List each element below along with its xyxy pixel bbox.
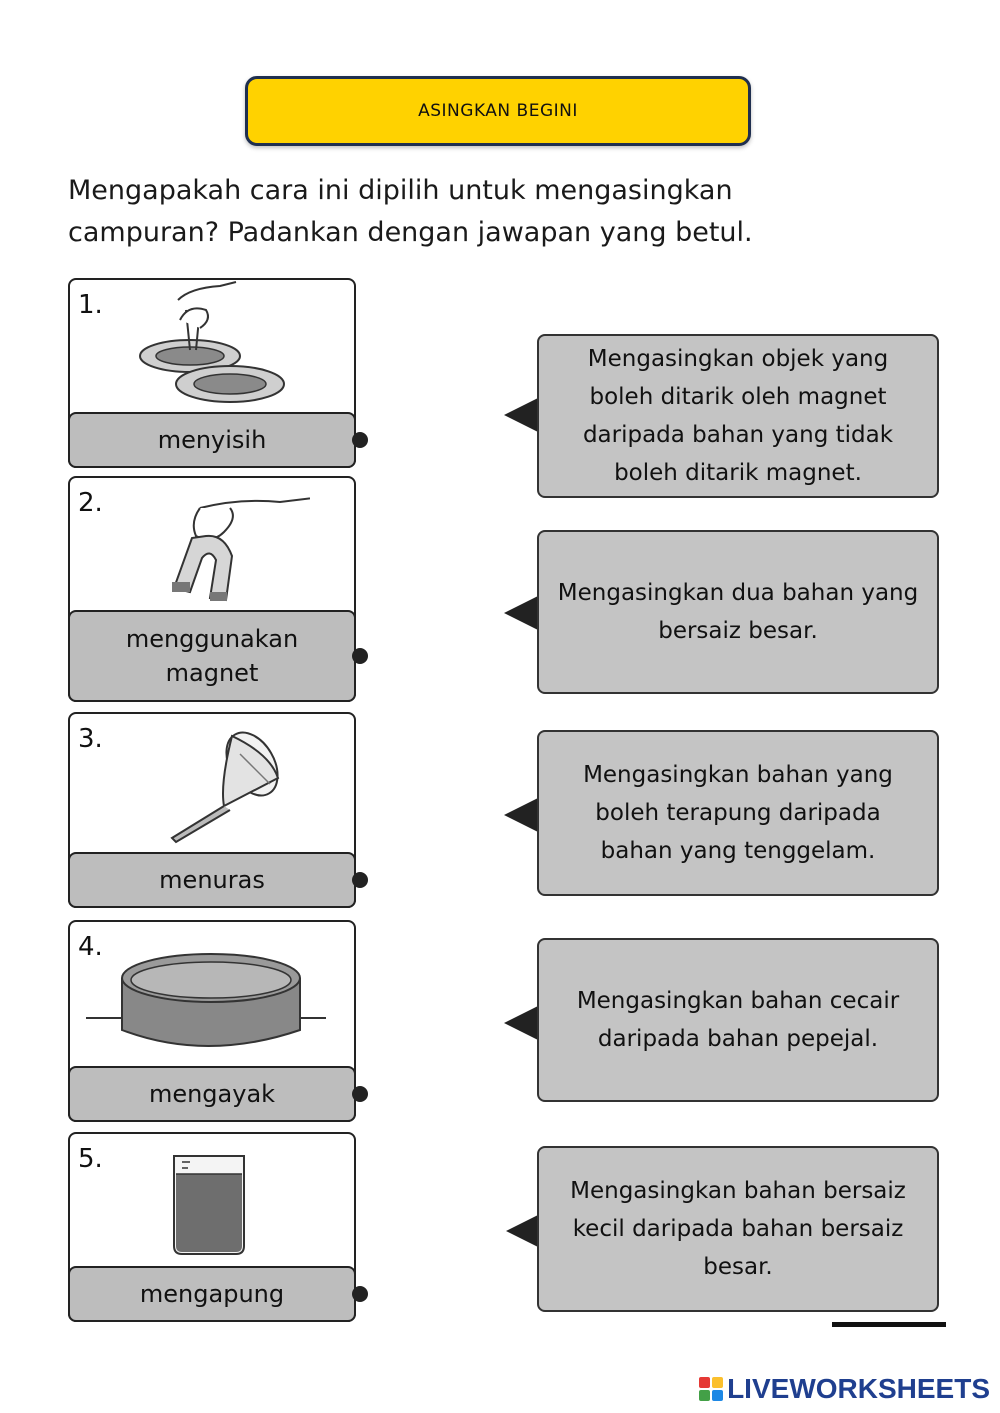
answer-text: Mengasingkan dua bahan yang bersaiz besar. <box>557 580 919 644</box>
method-card-3 <box>68 712 356 908</box>
method-number: 5. <box>78 1144 103 1174</box>
match-dot-1[interactable] <box>352 432 368 448</box>
method-number: 4. <box>78 932 103 962</box>
method-label-menyisih: menyisih <box>68 412 356 468</box>
answer-text: Mengasingkan bahan bersaiz kecil daripada bahan bersaiz besar. <box>570 1178 906 1280</box>
brand-name: LIVEWORKSHEETS <box>727 1373 990 1404</box>
pointer-arrow-2 <box>504 596 538 630</box>
funnel-icon <box>120 714 310 854</box>
brand-logo-icon <box>699 1377 723 1401</box>
answer-text: Mengasingkan bahan cecair daripada bahan pepejal. <box>576 988 900 1052</box>
pointer-arrow-4 <box>504 1006 538 1040</box>
match-dot-3[interactable] <box>352 872 368 888</box>
brand-footer[interactable] <box>699 1373 990 1405</box>
instruction-text <box>68 170 918 254</box>
divider-line <box>832 1322 946 1327</box>
method-label-mengapung: mengapung <box>68 1266 356 1322</box>
pointer-arrow-1 <box>504 398 538 432</box>
match-dot-4[interactable] <box>352 1086 368 1102</box>
method-card-4 <box>68 920 356 1122</box>
beaker-icon <box>120 1134 310 1264</box>
title-banner <box>245 76 751 146</box>
answer-text: Mengasingkan bahan yang boleh terapung daripada bahan yang tenggelam. <box>583 762 893 864</box>
logo-square <box>699 1377 710 1388</box>
answer-box-1[interactable] <box>537 334 939 498</box>
picking-grains-icon <box>120 280 310 410</box>
method-label-menuras: menuras <box>68 852 356 908</box>
answer-box-5[interactable] <box>537 1146 939 1312</box>
logo-square <box>699 1390 710 1401</box>
logo-square <box>712 1377 723 1388</box>
answer-box-4[interactable] <box>537 938 939 1102</box>
answer-box-3[interactable] <box>537 730 939 896</box>
method-card-5 <box>68 1132 356 1322</box>
page-title: ASINGKAN BEGINI <box>418 101 578 121</box>
pointer-arrow-5 <box>506 1214 540 1248</box>
instruction-line-2: campuran? Padankan dengan jawapan yang betul. <box>68 217 753 248</box>
method-number: 2. <box>78 488 103 518</box>
method-number: 3. <box>78 724 103 754</box>
sieve-icon <box>86 938 346 1058</box>
method-label-menggunakan-magnet: menggunakan magnet <box>68 610 356 702</box>
instruction-line-1: Mengapakah cara ini dipilih untuk mengasingkan <box>68 175 733 206</box>
answer-box-2[interactable] <box>537 530 939 694</box>
answer-text: Mengasingkan objek yang boleh ditarik oleh magnet daripada bahan yang tidak boleh ditarik magnet. <box>582 346 894 486</box>
method-card-2 <box>68 476 356 702</box>
pointer-arrow-3 <box>504 798 538 832</box>
logo-square <box>712 1390 723 1401</box>
magnet-icon <box>120 478 310 618</box>
match-dot-2[interactable] <box>352 648 368 664</box>
method-number: 1. <box>78 290 103 320</box>
match-dot-5[interactable] <box>352 1286 368 1302</box>
method-card-1 <box>68 278 356 468</box>
method-label-mengayak: mengayak <box>68 1066 356 1122</box>
